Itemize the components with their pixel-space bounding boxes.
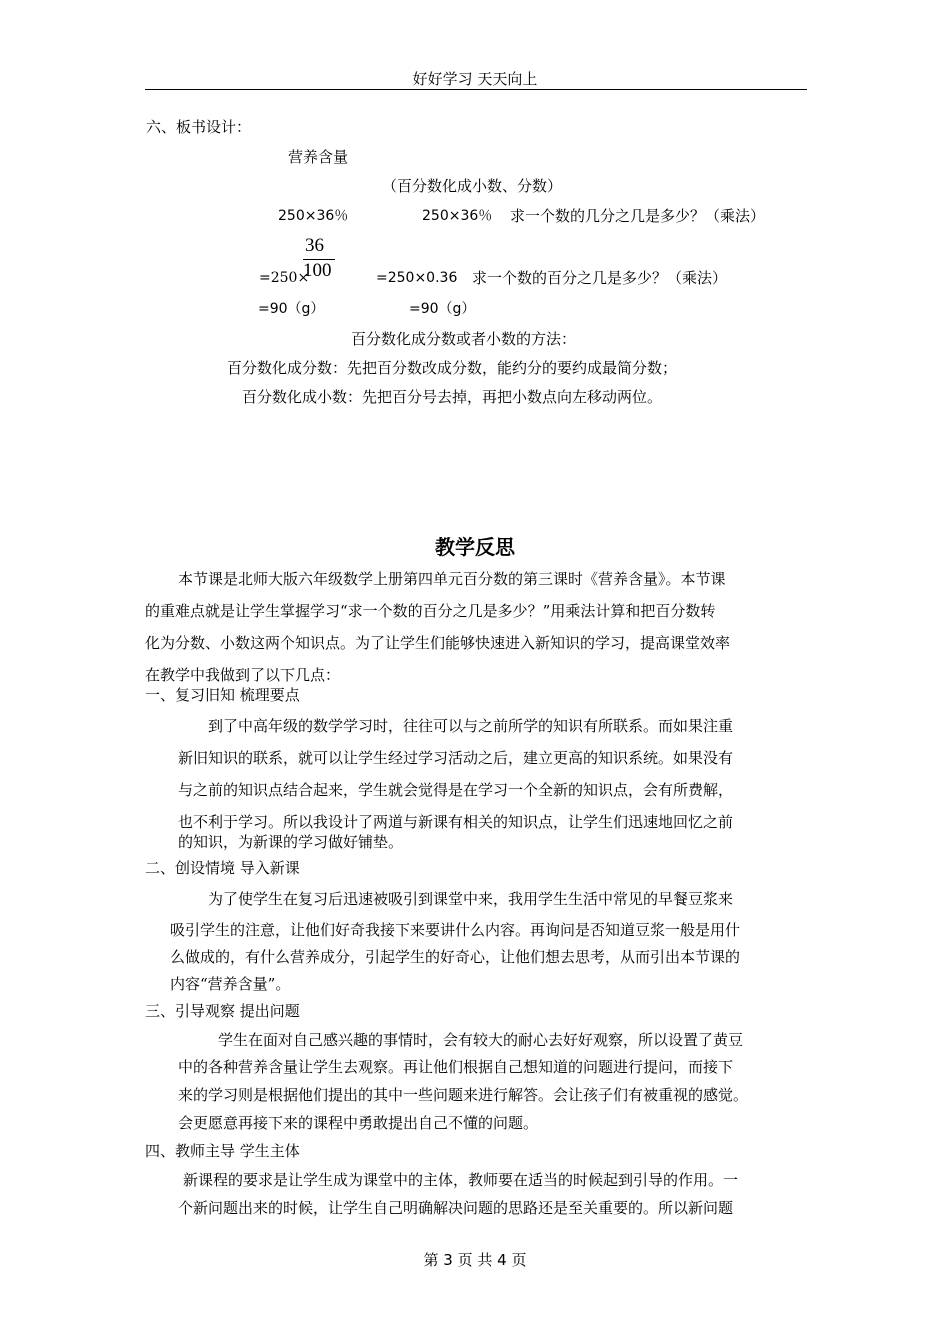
fraction-numerator: 36 xyxy=(305,235,324,256)
board-row1-right: 求一个数的几分之几是多少？（乘法） xyxy=(510,207,766,225)
board-topic: 营养含量 xyxy=(288,148,349,166)
method-decimal: 百分数化成小数：先把百分号去掉，再把小数点向左移动两位。 xyxy=(242,388,663,406)
section-1-line: 也不利于学习。所以我设计了两道与新课有相关的知识点，让学生们迅速地回忆之前 xyxy=(178,813,734,831)
section-1-line: 与之前的知识点结合起来，学生就会觉得是在学习一个全新的知识点，会有所费解， xyxy=(178,781,734,799)
fraction-denominator: 100 xyxy=(303,260,332,281)
intro-line: 在教学中我做到了以下几点： xyxy=(145,666,341,684)
section-3-line: 来的学习则是根据他们提出的其中一些问题来进行解答。会让孩子们有被重视的感觉。 xyxy=(178,1086,749,1104)
section-4-line: 新课程的要求是让学生成为课堂中的主体，教师要在适当的时候起到引导的作用。一 xyxy=(183,1171,739,1189)
intro-line: 化为分数、小数这两个知识点。为了让学生们能够快速进入新知识的学习，提高课堂效率 xyxy=(145,634,731,652)
section-3-line: 中的各种营养含量让学生去观察。再让他们根据自己想知道的问题进行提问，而接下 xyxy=(178,1058,734,1076)
section-3-line: 会更愿意再接下来的课程中勇敢提出自己不懂的问题。 xyxy=(178,1114,539,1132)
page-footer: 第 3 页 共 4 页 xyxy=(423,1251,527,1269)
section-2-line: 么做成的，有什么营养成分，引起学生的好奇心，让他们想去思考，从而引出本节课的 xyxy=(170,948,741,966)
page-header: 好好学习 天天向上 xyxy=(412,70,538,88)
board-row2-left: =250× xyxy=(259,270,310,286)
section-2-heading: 二、创设情境 导入新课 xyxy=(145,859,300,877)
section-1-line: 新旧知识的联系，就可以让学生经过学习活动之后，建立更高的知识系统。如果没有 xyxy=(178,749,734,767)
section-2-line: 为了使学生在复习后迅速被吸引到课堂中来，我用学生生活中常见的早餐豆浆来 xyxy=(208,890,734,908)
board-row2-mid: =250×0.36 xyxy=(376,270,458,286)
board-row1-mid: 250×36％ xyxy=(422,208,493,224)
section-3-heading: 三、引导观察 提出问题 xyxy=(145,1002,300,1020)
board-row3-left: =90（g） xyxy=(258,301,325,317)
board-heading: 六、板书设计： xyxy=(146,118,252,136)
board-row2-right: 求一个数的百分之几是多少？（乘法） xyxy=(472,269,728,287)
section-3-line: 学生在面对自己感兴趣的事情时，会有较大的耐心去好好观察，所以设置了黄豆 xyxy=(218,1031,744,1049)
section-1-heading: 一、复习旧知 梳理要点 xyxy=(145,686,300,704)
board-row3-mid: =90（g） xyxy=(409,301,476,317)
section-4-heading: 四、教师主导 学生主体 xyxy=(145,1142,300,1160)
board-subtitle: （百分数化成小数、分数） xyxy=(382,177,563,195)
intro-line: 的重难点就是让学生掌握学习“求一个数的百分之几是多少？”用乘法计算和把百分数转 xyxy=(145,602,716,620)
method-fraction: 百分数化成分数：先把百分数改成分数，能约分的要约成最简分数； xyxy=(227,359,678,377)
intro-line: 本节课是北师大版六年级数学上册第四单元百分数的第三课时《营养含量》。本节课 xyxy=(178,570,726,588)
section-4-line: 个新问题出来的时候，让学生自己明确解决问题的思路还是至关重要的。所以新问题 xyxy=(178,1199,734,1217)
board-row1-left: 250×36％ xyxy=(278,208,349,224)
reflection-title: 教学反思 xyxy=(435,535,515,559)
section-2-line: 吸引学生的注意，让他们好奇我接下来要讲什么内容。再询问是否知道豆浆一般是用什 xyxy=(170,921,741,939)
header-rule xyxy=(145,89,807,90)
section-1-line: 到了中高年级的数学学习时，往往可以与之前所学的知识有所联系。而如果注重 xyxy=(208,717,734,735)
section-1-line: 的知识，为新课的学习做好铺垫。 xyxy=(178,833,404,851)
method-title: 百分数化成分数或者小数的方法： xyxy=(351,330,577,348)
section-2-line: 内容“营养含量”。 xyxy=(170,975,291,993)
